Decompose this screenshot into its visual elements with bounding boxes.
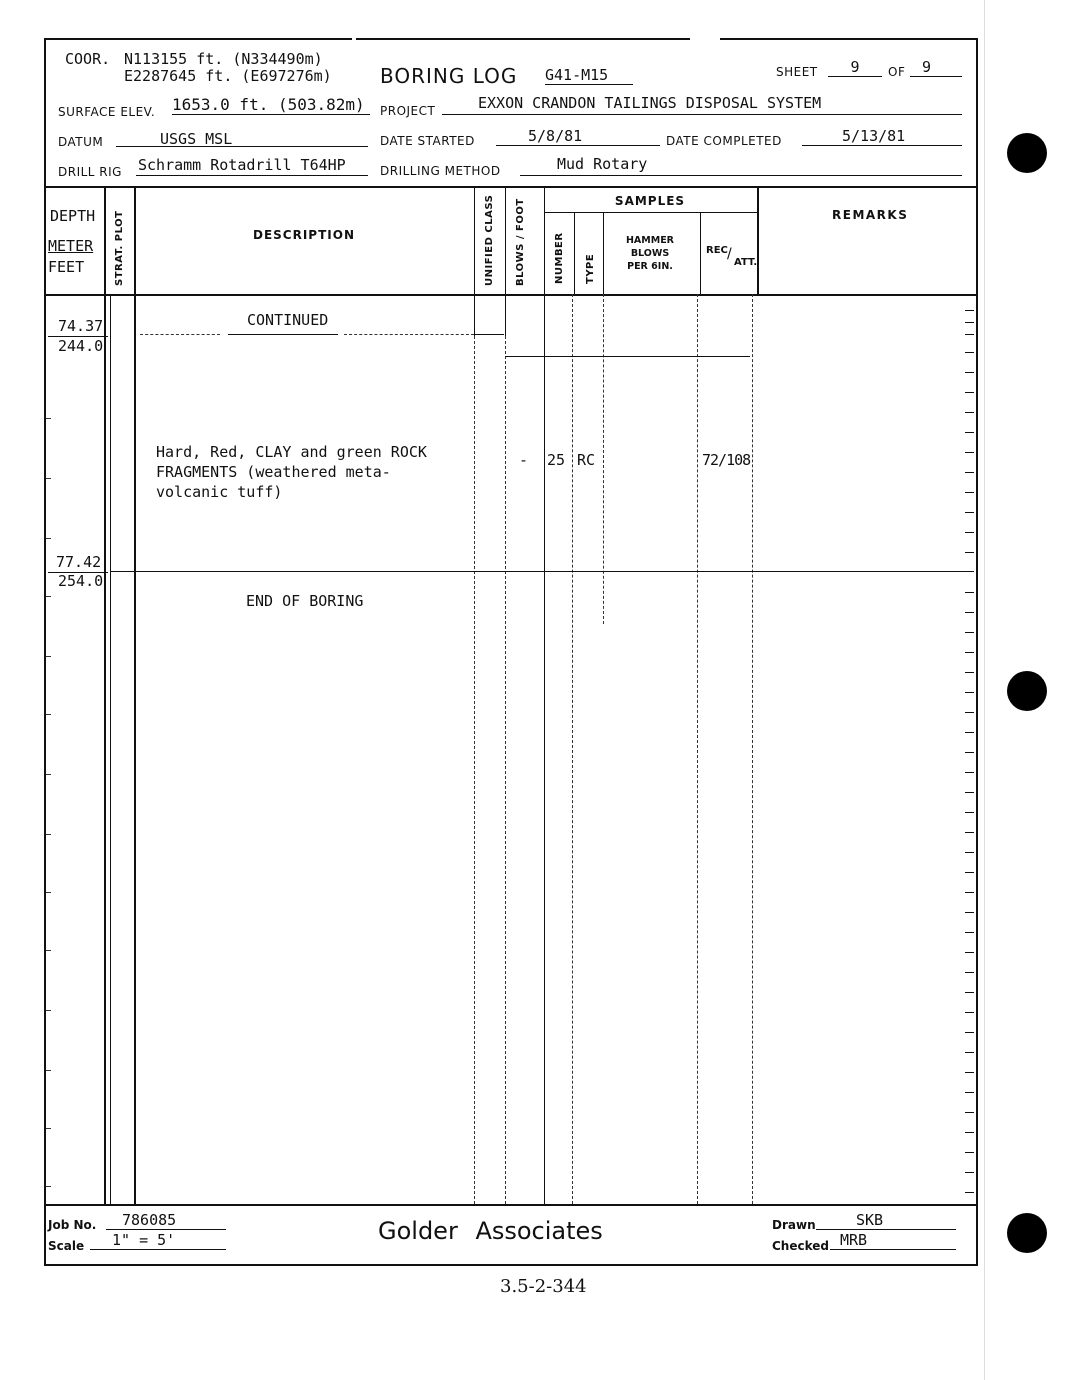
samples-header: SAMPLES — [614, 194, 686, 208]
sample-number-value: 25 — [547, 451, 566, 469]
end-boundary-line — [110, 571, 974, 572]
sample-type-header: TYPE — [585, 253, 596, 284]
date-started-label: DATE STARTED — [380, 134, 475, 148]
rec-header: REC — [706, 245, 728, 256]
end-of-boring: END OF BORING — [246, 592, 364, 610]
blows-value: - — [519, 451, 529, 469]
project-value: EXXON CRANDON TAILINGS DISPOSAL SYSTEM — [478, 94, 822, 112]
drawn-label: Drawn — [772, 1218, 816, 1232]
date-completed-value: 5/13/81 — [842, 127, 906, 145]
date-completed-label: DATE COMPLETED — [666, 134, 782, 148]
form-top-gap-2 — [692, 34, 720, 44]
surface-elev-label: SURFACE ELEV. — [58, 105, 156, 119]
coor-easting: E2287645 ft. (E697276m) — [124, 67, 332, 85]
sample-type-value: RC — [577, 451, 596, 469]
hammer-blows-line-2: BLOWS — [630, 248, 670, 259]
drill-rig-label: DRILL RIG — [58, 165, 122, 179]
bottom-depth-feet: 254.0 — [58, 572, 104, 590]
job-no-value: 786085 — [106, 1211, 226, 1230]
of-label: OF — [888, 65, 906, 79]
date-started-value: 5/8/81 — [528, 127, 583, 145]
drill-rig-value: Schramm Rotadrill T64HP — [138, 156, 346, 174]
blows-foot-header: BLOWS / FOOT — [515, 198, 526, 286]
scale-value: 1" = 5' — [90, 1231, 226, 1250]
description-line-2: FRAGMENTS (weathered meta- — [156, 463, 391, 481]
checked-label: Checked — [772, 1239, 829, 1253]
drilling-method-label: DRILLING METHOD — [380, 164, 501, 178]
page-number: 3.5-2-344 — [500, 1276, 587, 1297]
column-header-separator — [44, 294, 976, 296]
coor-northing: N113155 ft. (N334490m) — [124, 50, 323, 68]
sheet-label: SHEET — [776, 65, 818, 79]
hammer-blows-header — [603, 234, 697, 273]
footer-separator — [44, 1204, 976, 1206]
page-edge-line — [984, 0, 985, 1380]
description-line-3: volcanic tuff) — [156, 483, 283, 501]
drilling-method-value: Mud Rotary — [557, 155, 648, 173]
sheet-total: 9 — [910, 58, 962, 77]
checked-value: MRB — [830, 1231, 956, 1250]
drawn-value: SKB — [816, 1211, 956, 1230]
top-depth-meter: 74.37 — [58, 317, 104, 335]
form-title: BORING LOG — [380, 64, 518, 88]
boring-id: G41-M15 — [545, 66, 633, 85]
sheet-number: 9 — [828, 58, 882, 77]
bottom-depth-meter: 77.42 — [56, 553, 102, 571]
punch-hole-top — [1007, 133, 1047, 173]
hammer-blows-line-1: HAMMER — [625, 235, 674, 246]
description-header: DESCRIPTION — [252, 228, 355, 242]
depth-header: DEPTH — [50, 207, 96, 225]
header-separator — [44, 186, 976, 188]
punch-hole-middle — [1007, 671, 1047, 711]
datum-value: USGS MSL — [160, 130, 233, 148]
sample-number-header: NUMBER — [554, 232, 565, 284]
remarks-header: REMARKS — [832, 208, 909, 222]
form-frame — [44, 38, 978, 1266]
job-no-label: Job No. — [48, 1218, 97, 1232]
company-name: Golder Associates — [378, 1217, 603, 1245]
description-line-1: Hard, Red, CLAY and green ROCK — [156, 443, 427, 461]
att-header: ATT. — [734, 257, 758, 268]
feet-header: FEET — [48, 258, 85, 276]
project-label: PROJECT — [380, 104, 436, 118]
rec-att-slash: / — [727, 246, 732, 262]
unified-class-header: UNIFIED CLASS — [484, 194, 495, 286]
strat-plot-header: STRAT. PLOT — [114, 210, 125, 286]
top-depth-feet: 244.0 — [58, 337, 104, 355]
datum-label: DATUM — [58, 135, 104, 149]
punch-hole-bottom — [1007, 1213, 1047, 1253]
coor-label: COOR. — [65, 50, 111, 68]
scale-label: Scale — [48, 1239, 85, 1253]
surface-elev-value: 1653.0 ft. (503.82m) — [172, 95, 370, 115]
hammer-blows-line-3: PER 6IN. — [627, 261, 673, 272]
meter-header: METER — [48, 237, 94, 255]
rec-att-value: 72/108 — [702, 451, 751, 469]
continued-label: CONTINUED — [247, 311, 329, 329]
